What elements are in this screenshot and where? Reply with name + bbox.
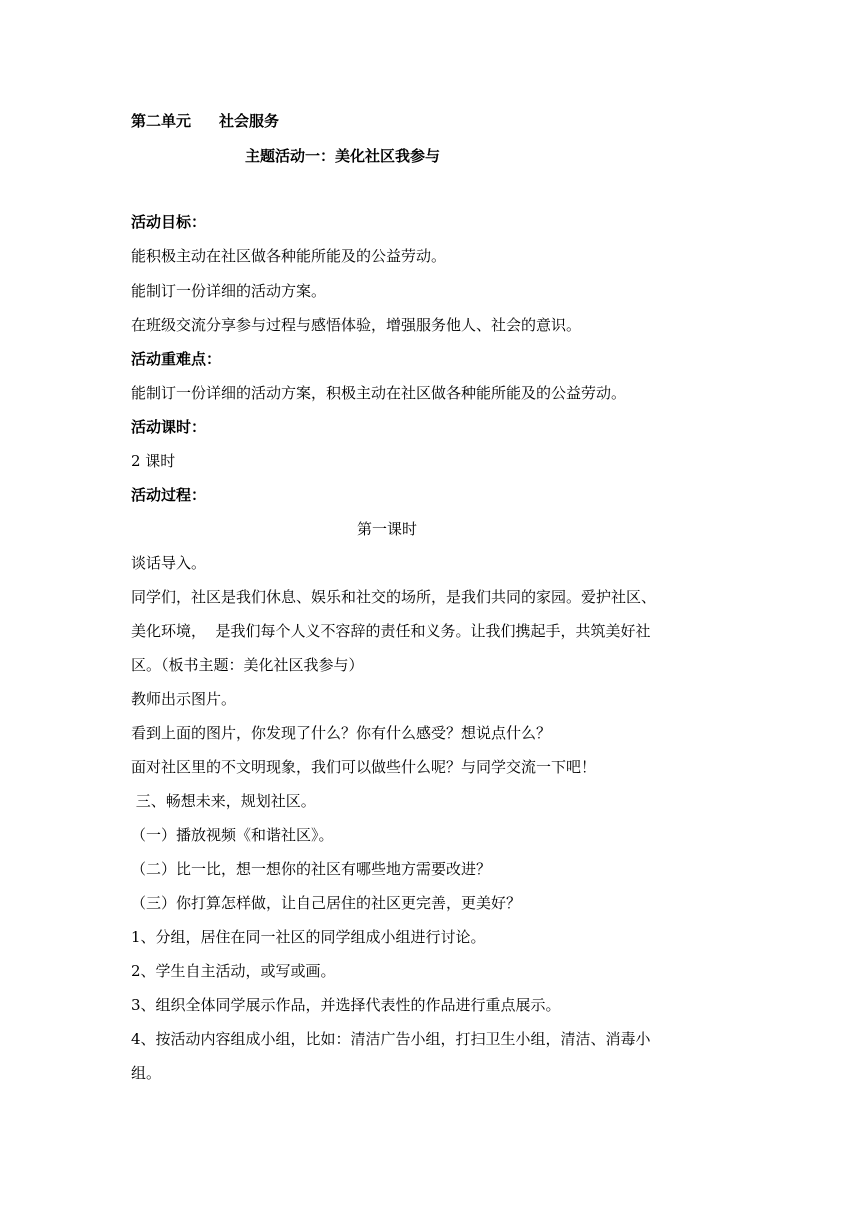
process-line: 同学们，社区是我们休息、娱乐和社交的场所，是我们共同的家园。爱护社区、 bbox=[131, 588, 657, 606]
process-line: 美化环境， 是我们每个人义不容辞的责任和义务。让我们携起手，共筑美好社 bbox=[131, 622, 651, 640]
hours-text: 2 课时 bbox=[131, 452, 176, 470]
process-line: 组。 bbox=[131, 1064, 162, 1082]
unit-number: 第二单元 bbox=[131, 112, 192, 130]
goals-heading: 活动目标： bbox=[131, 213, 207, 231]
process-line: 看到上面的图片，你发现了什么？你有什么感受？想说点什么？ bbox=[131, 724, 552, 742]
process-line: （三）你打算怎样做，让自己居住的社区更完善，更美好？ bbox=[131, 894, 522, 912]
lesson-title: 第一课时 bbox=[357, 520, 418, 538]
unit-name: 社会服务 bbox=[219, 112, 280, 130]
hours-heading: 活动课时： bbox=[131, 418, 207, 436]
goal-item-3: 在班级交流分享参与过程与感悟体验，增强服务他人、社会的意识。 bbox=[131, 316, 582, 334]
process-line: 谈话导入。 bbox=[131, 554, 207, 572]
process-line: （二）比一比，想一想你的社区有哪些地方需要改进？ bbox=[131, 860, 492, 878]
process-line: （一）播放视频《和谐社区》。 bbox=[131, 826, 334, 844]
goal-item-1: 能积极主动在社区做各种能所能及的公益劳动。 bbox=[131, 247, 447, 265]
process-line: 区。（板书主题：美化社区我参与） bbox=[131, 656, 364, 674]
process-line: 4、按活动内容组成小组，比如：清洁广告小组，打扫卫生小组，清洁、消毒小 bbox=[131, 1030, 651, 1048]
process-line: 1、分组，居住在同一社区的同学组成小组进行讨论。 bbox=[131, 928, 486, 946]
process-heading: 活动过程： bbox=[131, 486, 207, 504]
unit-heading bbox=[131, 111, 279, 131]
key-points-text: 能制订一份详细的活动方案，积极主动在社区做各种能所能及的公益劳动。 bbox=[131, 384, 627, 402]
process-line: 面对社区里的不文明现象，我们可以做些什么呢？与同学交流一下吧！ bbox=[131, 758, 597, 776]
goal-item-2: 能制订一份详细的活动方案。 bbox=[131, 282, 327, 300]
key-points-heading: 活动重难点： bbox=[131, 350, 222, 368]
process-line: 三、畅想未来，规划社区。 bbox=[131, 792, 316, 810]
process-line: 2、学生自主活动，或写或画。 bbox=[131, 962, 336, 980]
theme-title: 主题活动一：美化社区我参与 bbox=[245, 147, 441, 165]
process-line: 3、组织全体同学展示作品，并选择代表性的作品进行重点展示。 bbox=[131, 996, 561, 1014]
process-line: 教师出示图片。 bbox=[131, 690, 237, 708]
